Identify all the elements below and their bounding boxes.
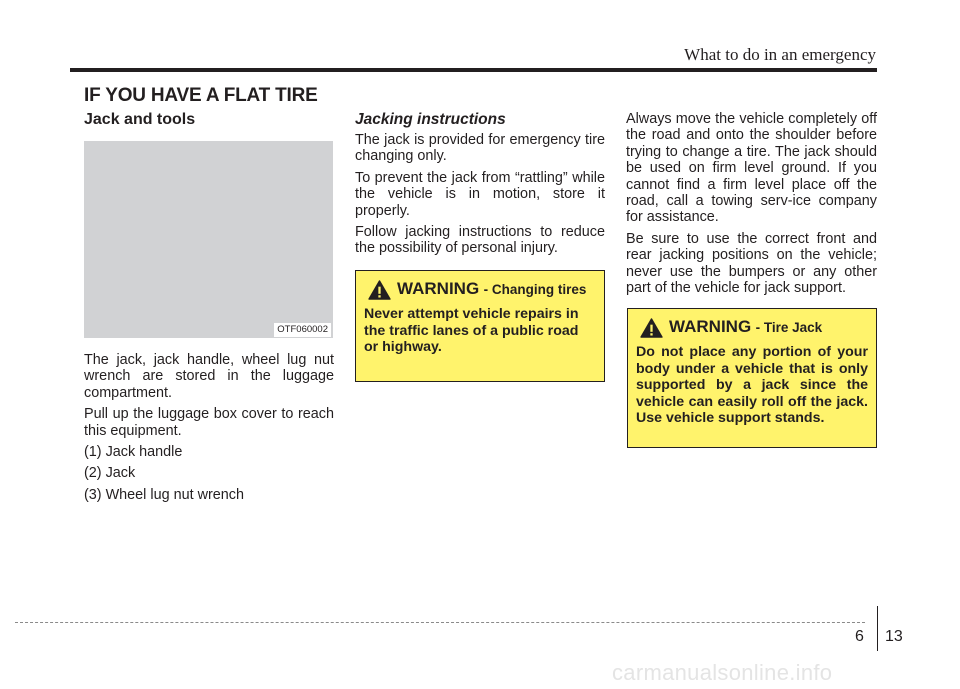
warning-text: Never attempt vehicle repairs in the traffic lanes of a public road or highway. [364, 306, 579, 356]
subheading-jack-and-tools: Jack and tools [84, 111, 196, 128]
paragraph: Pull up the luggage box cover to reach this equipment. [84, 406, 334, 439]
warning-box-tire-jack [627, 308, 877, 448]
list-item: (3) Wheel lug nut wrench [84, 486, 244, 503]
warning-triangle-icon [640, 318, 663, 338]
watermark: carmanualsonline.info [612, 660, 833, 685]
column-right [626, 111, 877, 301]
chapter-number: 6 [855, 628, 864, 645]
footer-rule [15, 622, 865, 623]
list-item: (1) Jack handle [84, 444, 183, 461]
paragraph: Be sure to use the correct front and rear jacking positions on the vehicle; never use the bumpers or any other part of the vehicle for jack support. [626, 230, 877, 297]
warning-box-changing-tires [355, 270, 605, 382]
warning-header [636, 317, 868, 338]
subheading-jacking-instructions: Jacking instructions [355, 111, 506, 128]
paragraph: Always move the vehicle completely off the road and onto the shoulder before trying to change a tire. The jack should be used on firm level ground. If you cannot find a firm level place off the road, call a towing serv-ice company for assistance. [626, 111, 877, 226]
paragraph: Follow jacking instructions to reduce the possibility of personal injury. [355, 224, 605, 257]
column-middle [355, 111, 605, 262]
warning-label: WARNING [669, 317, 752, 336]
warning-subtitle: - Changing tires [483, 282, 587, 297]
paragraph: To prevent the jack from “rattling” while the vehicle is in motion, store it properly. [355, 169, 605, 219]
header-rule [70, 68, 877, 72]
warning-header [364, 279, 596, 300]
running-title: What to do in an emergency [684, 45, 876, 64]
paragraph: The jack, jack handle, wheel lug nut wrench are stored in the luggage compartment. [84, 352, 334, 401]
warning-label: WARNING [397, 279, 480, 298]
figure-code: OTF060002 [274, 323, 331, 337]
page-number: 13 [885, 628, 903, 645]
page-number-divider [877, 606, 878, 651]
list-item: (2) Jack [84, 465, 136, 482]
warning-triangle-icon [368, 280, 391, 300]
column-left [84, 111, 334, 508]
tool-list [84, 444, 334, 503]
figure-jack-tools [84, 141, 333, 338]
paragraph: The jack is provided for emergency tire changing only. [355, 132, 605, 165]
warning-text: Do not place any portion of your body under a vehicle that is only supported by a jack since the vehicle can easily roll off the jack. Use vehicle support stands. [636, 344, 868, 427]
section-title: IF YOU HAVE A FLAT TIRE [84, 85, 318, 106]
warning-subtitle: - Tire Jack [755, 320, 823, 335]
